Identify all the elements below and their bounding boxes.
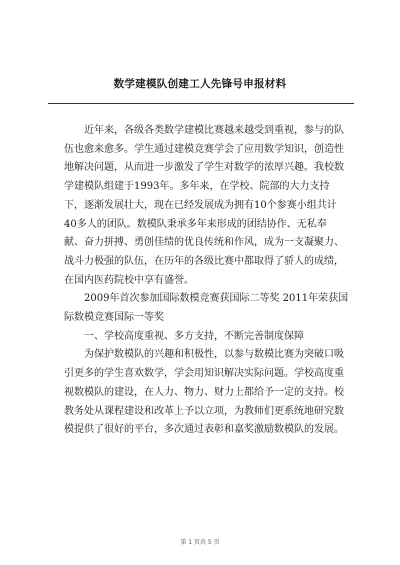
title-divider [48, 103, 354, 104]
text-line: 引更多的学生喜欢数学，学会用知识解决实际问题。学校高度重 [64, 368, 344, 380]
text-line: 40多人的团队。数模队秉承多年来形成的团结协作、无私奉 [64, 218, 327, 230]
document-body [64, 122, 352, 440]
text-line: 献、奋力拼搏、勇创佳绩的优良传统和作风，成为一支凝聚力、 [64, 237, 344, 249]
text-line: 地解决问题，从而进一步激发了学生对数学的浓厚兴趣。我校数 [64, 162, 344, 174]
document-title: 数学建模队创建工人先锋号申报材料 [113, 78, 287, 90]
page-footer: 第 1 页共 5 页 [180, 539, 220, 546]
text-line: 视数模队的建设，在人力、物力、财力上都给予一定的支持。校 [64, 386, 344, 398]
text-line: 下，逐渐发展壮大，现在已经发展成为拥有10个参赛小组共计 [64, 199, 337, 211]
text-line: 模提供了很好的平台，多次通过表彰和嘉奖激励数模队的发展。 [64, 424, 344, 436]
text-line: 战斗力极强的队伍，在历年的各级比赛中都取得了骄人的成绩， [64, 255, 344, 267]
section-heading: 一、学校高度重视、多方支持，不断完善制度保障 [84, 330, 304, 342]
text-line: 2009年首次参加国际数模竞赛获国际二等奖 2011年荣获国 [84, 293, 349, 305]
text-line: 近年来，各级各类数学建模比赛越来越受到重视，参与的队 [84, 125, 344, 136]
text-line: 学建模队组建于1993年。多年来，在学校、院部的大力支持 [64, 181, 330, 193]
text-line: 为保护数模队的兴趣和积极性，以参与数模比赛为突破口吸 [84, 349, 344, 361]
text-line: 伍也愈来愈多。学生通过建模竞赛学会了应用数学知识，创造性 [64, 143, 344, 155]
text-line: 在国内医药院校中享有盛誉。 [64, 274, 194, 286]
text-line: 教务处从课程建设和改革上予以立项，为教师们更系统地研究数 [64, 405, 344, 417]
text-line: 际数模竞赛国际一等奖 [64, 312, 164, 324]
